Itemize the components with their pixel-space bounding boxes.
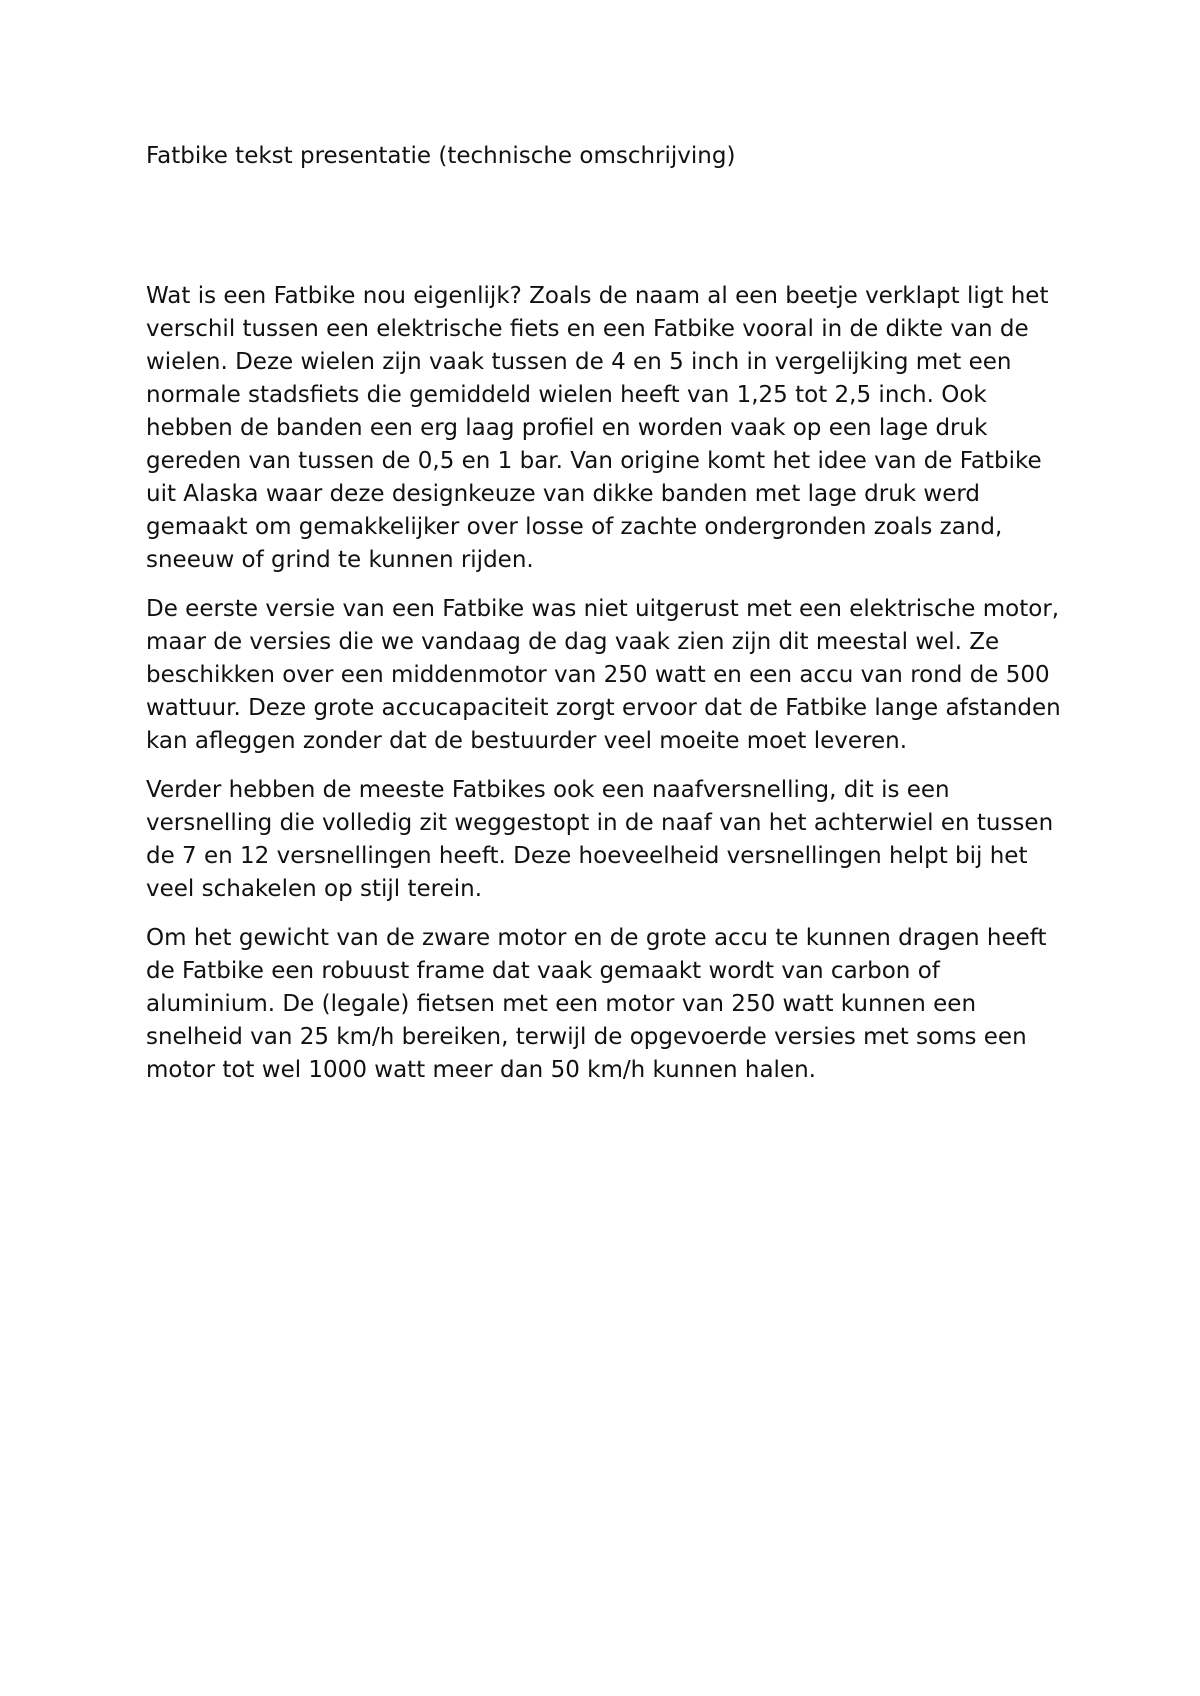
paragraph-motor-battery: De eerste versie van een Fatbike was niet uitgerust met een elektrische motor, maar de versies die we vandaag de dag vaak zien zijn dit meestal wel. Ze beschikken over een middenmotor van 250 watt en een accu van rond de 500 wattuur. Deze grote accucapaciteit zorgt ervoor dat de Fatbike lange afstanden kan afleggen zonder dat de bestuurder veel moeite moet leveren. [146,596,1061,754]
paragraph-frame-speed: Om het gewicht van de zware motor en de grote accu te kunnen dragen heeft de Fatbike een robuust frame dat vaak gemaakt wordt van carbon of aluminium. De (legale) fietsen met een motor van 250 watt kunnen een snelheid van 25 km/h bereiken, terwijl de opgevoerde versies met soms een motor tot wel 1000 watt meer dan 50 km/h kunnen halen. [146,925,1047,1083]
paragraph-introduction: Wat is een Fatbike nou eigenlijk? Zoals de naam al een beetje verklapt ligt het verschil tussen een elektrische fiets en een Fatbike vooral in de dikte van de wielen. Deze wielen zijn vaak tussen de 4 en 5 inch in vergelijking met een normale stadsfiets die gemiddeld wielen heeft van 1,25 tot 2,5 inch. Ook hebben de banden een erg laag profiel en worden vaak op een lage druk gereden van tussen de 0,5 en 1 bar. Van origine komt het idee van de Fatbike uit Alaska waar deze designkeuze van dikke banden met lage druk werd gemaakt om gemakkelijker over losse of zachte ondergronden zoals zand, sneeuw of grind te kunnen rijden. [146,283,1049,573]
paragraph-gears: Verder hebben de meeste Fatbikes ook een naafversnelling, dit is een versnelling die volledig zit weggestopt in de naaf van het achterwiel en tussen de 7 en 12 versnellingen heeft. Deze hoeveelheid versnellingen helpt bij het veel schakelen op stijl terein. [146,777,1054,902]
document-title: Fatbike tekst presentatie (technische omschrijving) [146,143,736,169]
document-content [146,140,1076,1103]
document-body [146,280,1076,1087]
